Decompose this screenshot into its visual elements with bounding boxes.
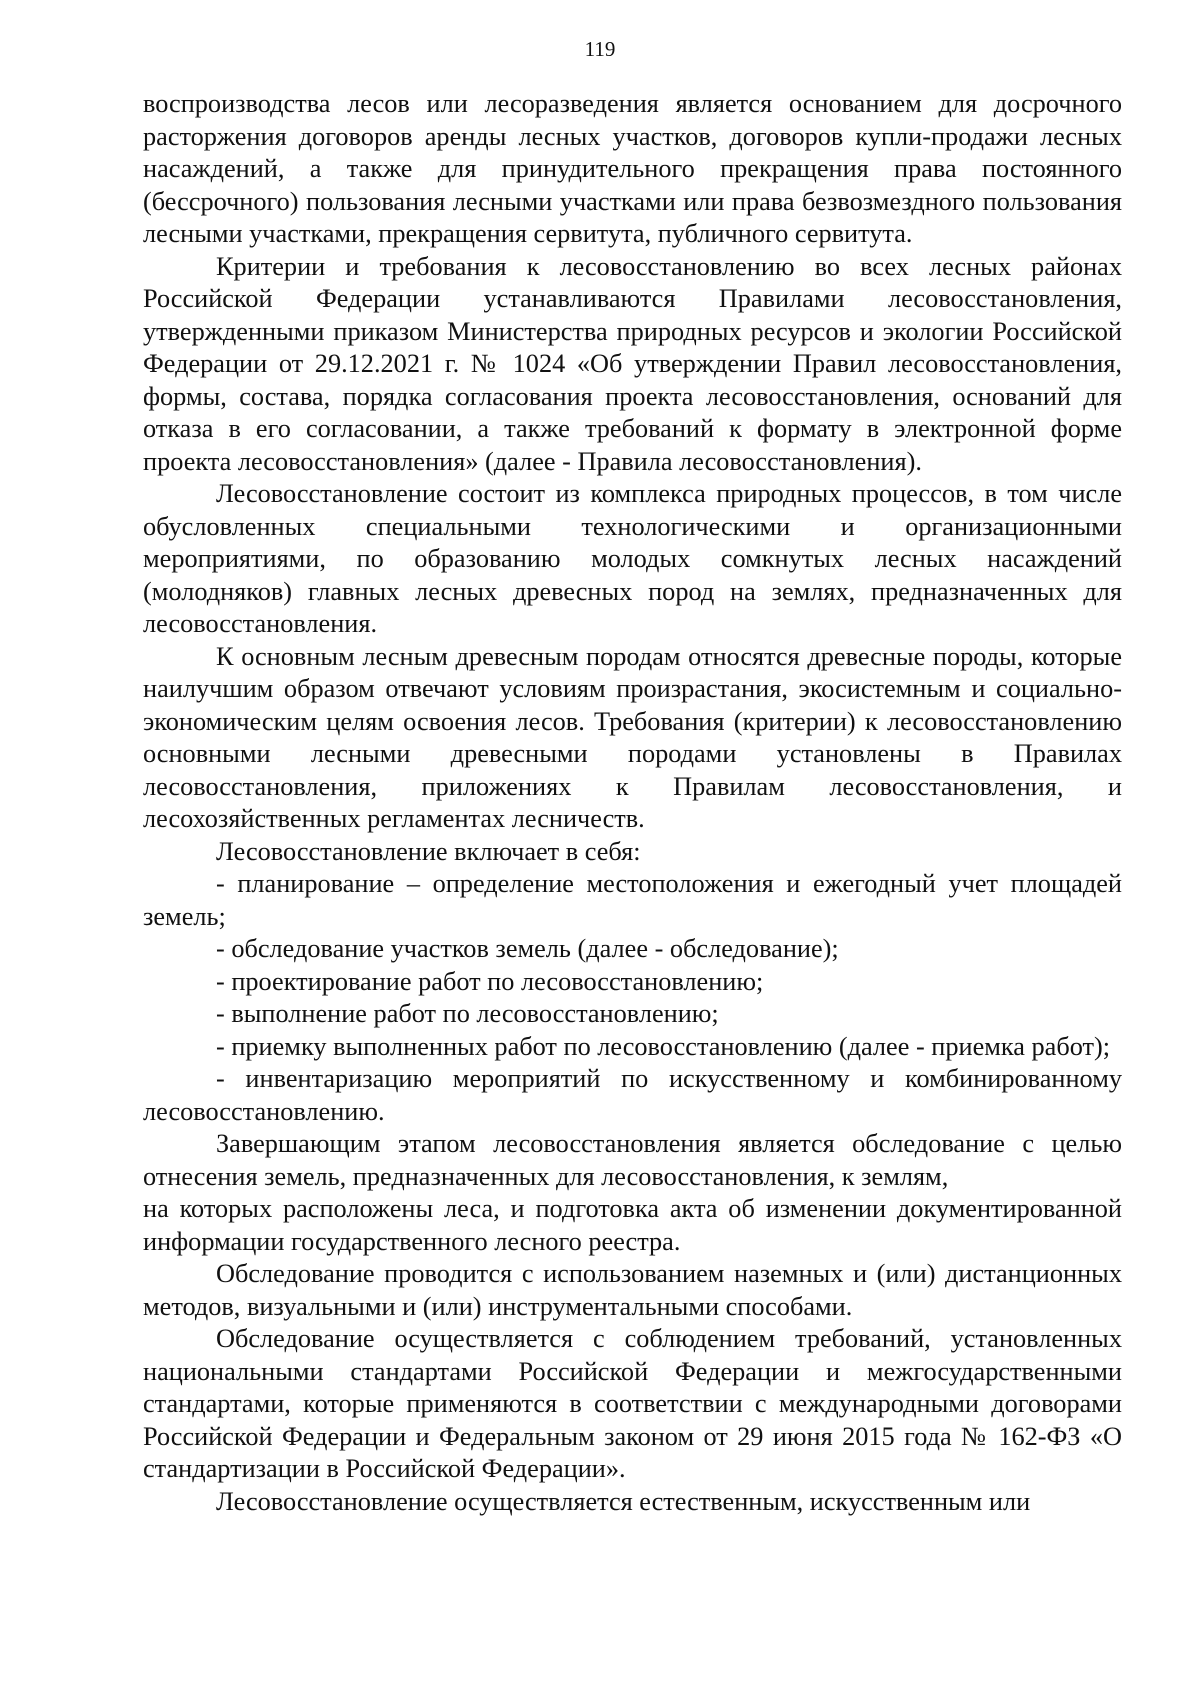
list-item-design: - проектирование работ по лесовосстановлению; [216,966,764,996]
list-item-execution: - выполнение работ по лесовосстановлению; [216,999,719,1028]
paragraph-definition: Лесовосстановление состоит из комплекса природных процессов, в том числе обусловленных специальными технологическими и организационными мероприятиями, по образованию молодых сомкнутых лесных насаждений (молодняков) главных лесных древесных пород на землях, предназначенных для лесовосстановления. [143,479,1122,638]
paragraph-final-stage-cont: на которых расположены леса, и подготовка акта об изменении документированной информации государственного лесного реестра. [143,1194,1122,1256]
paragraph-continuation: воспроизводства лесов или лесоразведения является основанием для досрочного расторжения договоров аренды лесных участков, договоров купли-продажи лесных насаждений, а также для принудительного прекращения права постоянного (бессрочного) пользования лесными участками или права безвозмездного пользования лесными участками, прекращения сервитута, публичного сервитута. [143,89,1122,248]
page-number: 119 [584,37,616,61]
body-text [143,88,1122,1518]
paragraph-final-stage: Завершающим этапом лесовосстановления является обследование с целью отнесения земель, предназначенных для лесовосстановления, к землям, [143,1129,1122,1191]
list-item-planning: - планирование – определение местоположения и ежегодный учет площадей земель; [143,869,1122,931]
list-item-inventory: - инвентаризацию мероприятий по искусственному и комбинированному лесовосстановлению. [143,1064,1122,1126]
paragraph-includes: Лесовосстановление включает в себя: [216,836,641,866]
paragraph-main-species: К основным лесным древесным породам относятся древесные породы, которые наилучшим образом отвечают условиям произрастания, экосистемным и социально-экономическим целям освоения лесов. Требования (критерии) к лесовосстановлению основными лесными древесными породами установлены в Правилах лесовосстановления, приложениях к Правилам лесовосстановления, и лесохозяйственных регламентах лесничеств. [143,641,1122,833]
paragraph-standards: Обследование осуществляется с соблюдением требований, установленных национальными стандартами Российской Федерации и межгосударственными стандартами, которые применяются в соответствии с международными договорами Российской Федерации и Федеральным законом от 29 июня 2015 года № 162-ФЗ «О стандартизации в Российской Федерации». [143,1324,1122,1483]
list-item-acceptance: - приемку выполненных работ по лесовосстановлению (далее - приемка работ); [216,1031,1111,1061]
paragraph-reforestation-types: Лесовосстановление осуществляется естественным, искусственным или [216,1486,1031,1516]
list-item-survey: - обследование участков земель (далее - обследование); [216,934,839,963]
paragraph-criteria: Критерии и требования к лесовосстановлению во всех лесных районах Российской Федерации устанавливаются Правилами лесовосстановления, утвержденными приказом Министерства природных ресурсов и экологии Российской Федерации от 29.12.2021 г. № 1024 «Об утверждении Правил лесовосстановления, формы, состава, порядка согласования проекта лесовосстановления, оснований для отказа в его согласовании, а также требований к формату в электронной форме проекта лесовосстановления» (далее - Правила лесовосстановления). [143,251,1122,476]
paragraph-survey-methods: Обследование проводится с использованием наземных и (или) дистанционных методов, визуальными и (или) инструментальными способами. [143,1259,1122,1321]
